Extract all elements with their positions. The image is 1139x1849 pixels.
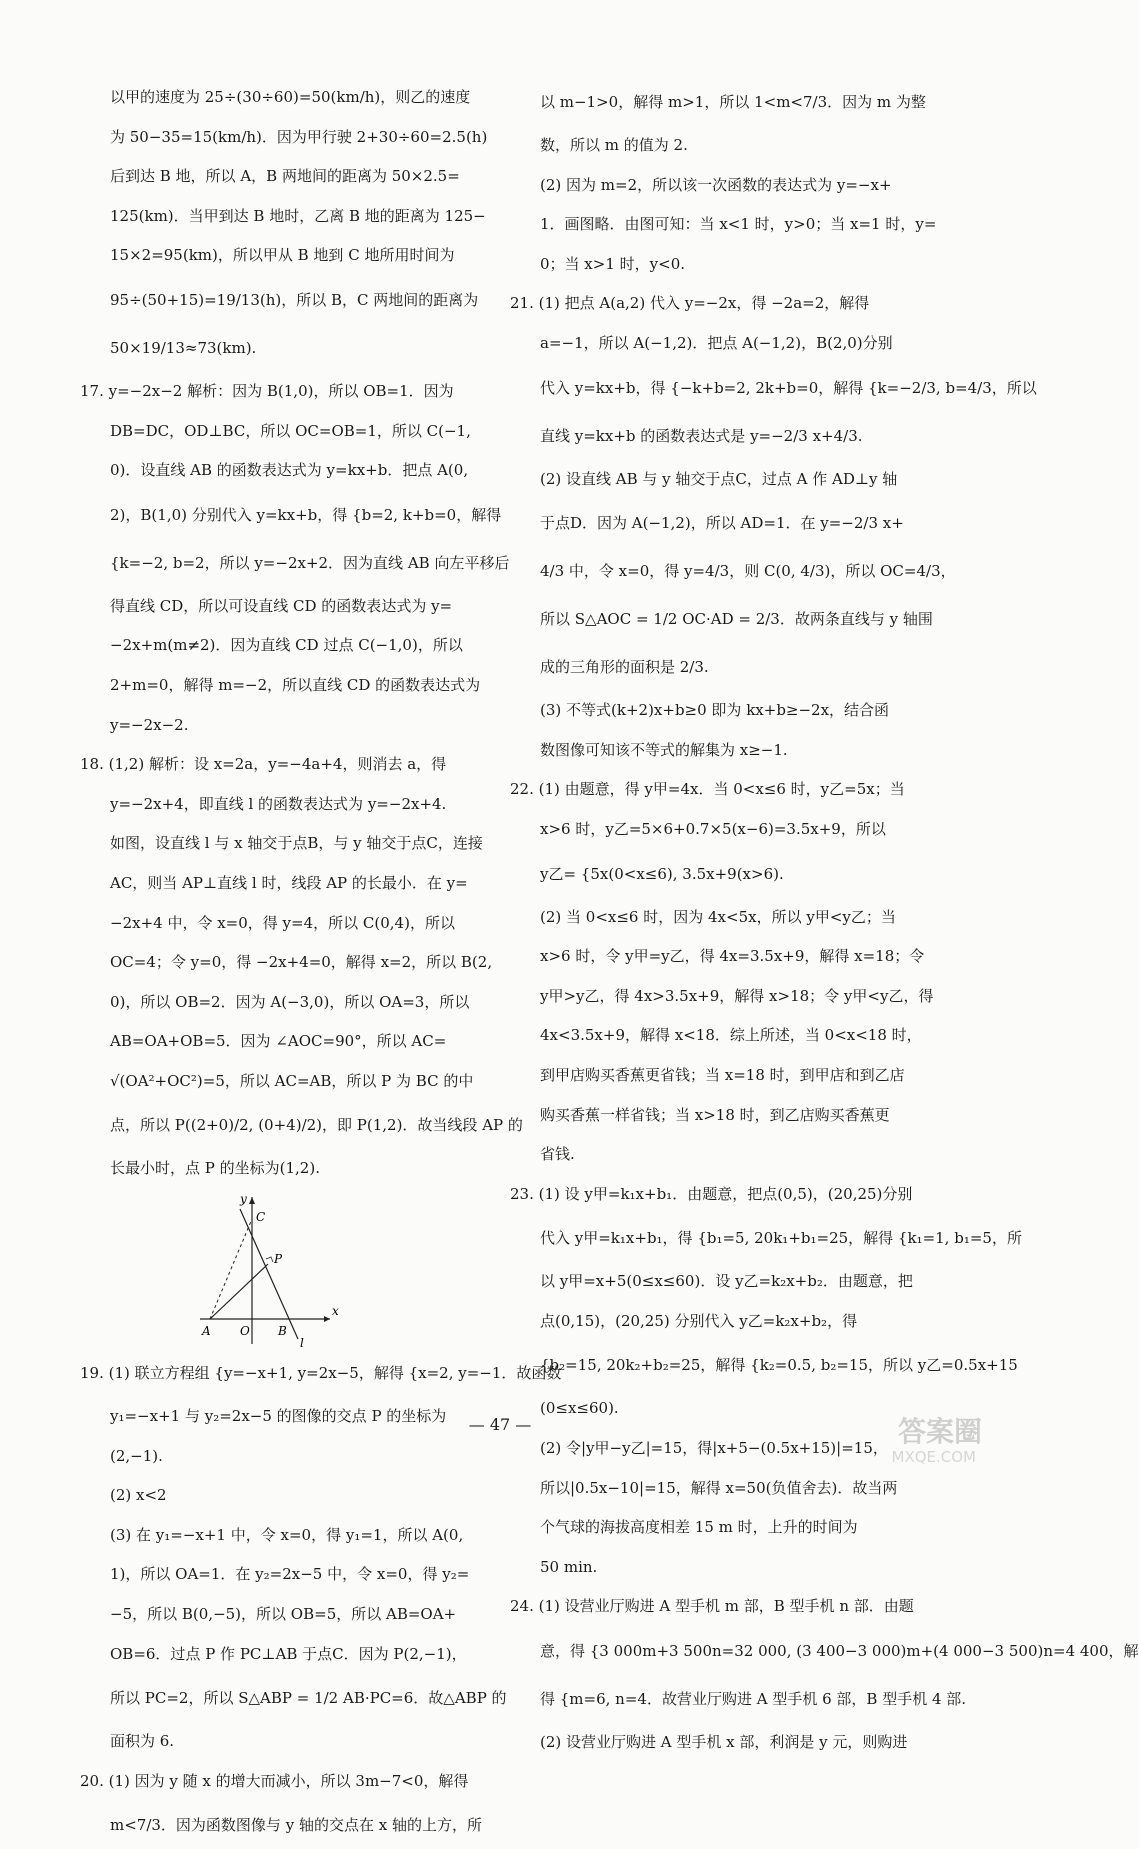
text-line: a=−1，所以 A(−1,2)．把点 A(−1,2)，B(2,0)分别 xyxy=(540,333,893,352)
text-line: 所以 PC=2，所以 S△ABP = 1/2 AB·PC=6．故△ABP 的 xyxy=(110,1689,507,1708)
text-line: 所以|0.5x−10|=15，解得 x=50(负值舍去)．故当两 xyxy=(540,1478,898,1497)
text-line: 点(0,15)，(20,25) 分别代入 y乙=k₂x+b₂，得 xyxy=(540,1311,858,1330)
label-A: A xyxy=(202,1324,211,1339)
text-line: x>6 时，令 y甲=y乙，得 4x=3.5x+9，解得 x=18；令 xyxy=(540,947,925,966)
text-line: −5，所以 B(0,−5)，所以 OB=5，所以 AB=OA+ xyxy=(110,1605,457,1624)
text-line: (0≤x≤60). xyxy=(540,1399,619,1418)
label-C: C xyxy=(256,1210,266,1225)
text-line: 4/3 中，令 x=0，得 y=4/3，则 C(0, 4/3)，所以 OC=4/3， xyxy=(540,562,956,581)
text-line: 于点D．因为 A(−1,2)，所以 AD=1．在 y=−2/3 x+ xyxy=(540,514,904,533)
text-line: 后到达 B 地，所以 A，B 两地间的距离为 50×2.5= xyxy=(110,167,460,186)
text-line: 18. (1,2) 解析：设 x=2a，y=−4a+4，则消去 a，得 xyxy=(80,755,447,774)
text-line: 所以 S△AOC = 1/2 OC·AD = 2/3．故两条直线与 y 轴围 xyxy=(540,610,933,629)
text-line: 到甲店购买香蕉更省钱；当 x=18 时，到甲店和到乙店 xyxy=(540,1065,905,1084)
label-l: l xyxy=(300,1336,304,1351)
text-line: 21. (1) 把点 A(a,2) 代入 y=−2x，得 −2a=2，解得 xyxy=(510,294,870,313)
text-line: 0)，所以 OB=2．因为 A(−3,0)，所以 OA=3，所以 xyxy=(110,992,470,1011)
left-text-block xyxy=(80,78,523,1189)
label-y: y xyxy=(240,1192,247,1207)
text-line: 95÷(50+15)=19/13(h)，所以 B，C 两地间的距离为 xyxy=(110,290,479,309)
text-line: 50×19/13≈73(km). xyxy=(110,338,257,357)
text-line: 17. y=−2x−2 解析：因为 B(1,0)，所以 OB=1．因为 xyxy=(80,381,454,400)
text-line: 以 y甲=x+5(0≤x≤60)．设 y乙=k₂x+b₂．由题意，把 xyxy=(540,1272,913,1291)
text-line: 23. (1) 设 y甲=k₁x+b₁．由题意，把点(0,5)，(20,25)分别 xyxy=(510,1184,913,1203)
text-line: 2)，B(1,0) 分别代入 y=kx+b，得 {b=2, k+b=0，解得 xyxy=(110,505,502,524)
text-line: (3) 在 y₁=−x+1 中，令 x=0，得 y₁=1，所以 A(0, xyxy=(110,1525,464,1544)
text-line: 点，所以 P((2+0)/2, (0+4)/2)，即 P(1,2)．故当线段 AP 的 xyxy=(110,1116,523,1135)
text-line: (3) 不等式(k+2)x+b≥0 即为 kx+b≥−2x，结合函 xyxy=(540,701,890,720)
watermark-site: MXQE.COM xyxy=(891,1448,976,1466)
text-line: 0；当 x>1 时，y<0. xyxy=(540,254,686,273)
text-line: y=−2x+4，即直线 l 的函数表达式为 y=−2x+4. xyxy=(110,794,447,813)
text-line: 24. (1) 设营业厅购进 A 型手机 m 部，B 型手机 n 部．由题 xyxy=(510,1597,914,1616)
label-x: x xyxy=(332,1304,339,1319)
text-line: 20. (1) 因为 y 随 x 的增大而减小，所以 3m−7<0，解得 xyxy=(80,1771,469,1790)
text-line: √(OA²+OC²)=5，所以 AC=AB，所以 P 为 BC 的中 xyxy=(110,1071,474,1090)
text-line: 以 m−1>0，解得 m>1，所以 1<m<7/3．因为 m 为整 xyxy=(540,93,926,111)
text-line: 数，所以 m 的值为 2. xyxy=(540,136,688,154)
text-line: (2,−1). xyxy=(110,1446,163,1465)
text-line: 得 {m=6, n=4．故营业厅购进 A 型手机 6 部，B 型手机 4 部. xyxy=(540,1690,967,1709)
text-line: OC=4；令 y=0，得 −2x+4=0，解得 x=2，所以 B(2, xyxy=(110,953,493,972)
text-line: 22. (1) 由题意，得 y甲=4x．当 0<x≤6 时，y乙=5x；当 xyxy=(510,780,905,799)
text-line: AC，则当 AP⊥直线 l 时，线段 AP 的长最小．在 y= xyxy=(110,873,468,892)
text-line: −2x+4 中，令 x=0，得 y=4，所以 C(0,4)，所以 xyxy=(110,913,455,932)
text-line: 数图像可知该不等式的解集为 x≥−1. xyxy=(540,740,788,759)
text-line: {b₂=15, 20k₂+b₂=25，解得 {k₂=0.5, b₂=15，所以 y乙=0.5x+15 xyxy=(540,1356,1018,1375)
text-line: 面积为 6. xyxy=(110,1732,175,1751)
text-line: 个气球的海拔高度相差 15 m 时，上升的时间为 xyxy=(540,1518,858,1537)
text-line: 1．画图略．由图可知：当 x<1 时，y>0；当 x=1 时，y= xyxy=(540,215,937,234)
text-line: (2) 因为 m=2，所以该一次函数的表达式为 y=−x+ xyxy=(540,175,892,194)
text-line: 直线 y=kx+b 的函数表达式是 y=−2/3 x+4/3. xyxy=(540,426,863,445)
text-line: 代入 y甲=k₁x+b₁，得 {b₁=5, 20k₁+b₁=25，解得 {k₁=1, b₁=5，所 xyxy=(540,1229,1022,1248)
page-number: — 47 — xyxy=(468,1415,532,1434)
text-line: OB=6．过点 P 作 PC⊥AB 于点C．因为 P(2,−1)， xyxy=(110,1644,467,1663)
text-line: {k=−2, b=2，所以 y=−2x+2．因为直线 AB 向左平移后 xyxy=(110,553,510,572)
text-line: 19. (1) 联立方程组 {y=−x+1, y=2x−5，解得 {x=2, y=−1．故函数 xyxy=(80,1364,562,1383)
text-line: y甲>y乙，得 4x>3.5x+9，解得 x>18；令 y甲<y乙，得 xyxy=(540,986,934,1005)
text-line: x>6 时，y乙=5×6+0.7×5(x−6)=3.5x+9，所以 xyxy=(540,819,886,838)
text-line: AB=OA+OB=5．因为 ∠AOC=90°，所以 AC= xyxy=(110,1032,447,1051)
text-line: 50 min. xyxy=(540,1557,598,1576)
watermark-logo: 答案圈 xyxy=(897,1415,982,1448)
text-line: 成的三角形的面积是 2/3. xyxy=(540,658,709,677)
figure-svg xyxy=(200,1189,340,1349)
text-line: 1)，所以 OA=1．在 y₂=2x−5 中，令 x=0，得 y₂= xyxy=(110,1565,470,1584)
text-line: 15×2=95(km)，所以甲从 B 地到 C 地所用时间为 xyxy=(110,246,455,265)
text-line: (2) 令|y甲−y乙|=15，得|x+5−(0.5x+15)|=15， xyxy=(540,1439,888,1458)
text-line: 0)．设直线 AB 的函数表达式为 y=kx+b．把点 A(0, xyxy=(110,461,469,480)
text-line: −2x+m(m≠2)．因为直线 CD 过点 C(−1,0)，所以 xyxy=(110,636,463,655)
text-line: (2) 设直线 AB 与 y 轴交于点C，过点 A 作 AD⊥y 轴 xyxy=(540,469,898,488)
text-line: DB=DC，OD⊥BC，所以 OC=OB=1，所以 C(−1, xyxy=(110,421,471,440)
text-line: 125(km)．当甲到达 B 地时，乙离 B 地的距离为 125− xyxy=(110,206,486,225)
text-line: 以甲的速度为 25÷(30÷60)=50(km/h)，则乙的速度 xyxy=(110,88,471,106)
label-B: B xyxy=(278,1324,287,1339)
text-line: 为 50−35=15(km/h)．因为甲行驶 2+30÷60=2.5(h) xyxy=(110,127,488,146)
label-O: O xyxy=(240,1324,250,1339)
text-line: (2) 设营业厅购进 A 型手机 x 部，利润是 y 元，则购进 xyxy=(540,1733,908,1752)
text-line: 代入 y=kx+b，得 {−k+b=2, 2k+b=0，解得 {k=−2/3, b=4/3，所以 xyxy=(540,378,1037,397)
text-line: 如图，设直线 l 与 x 轴交于点B，与 y 轴交于点C，连接 xyxy=(110,834,483,853)
text-line: 长最小时，点 P 的坐标为(1,2). xyxy=(110,1159,320,1178)
text-line: 意，得 {3 000m+3 500n=32 000, (3 400−3 000)m+(4 000−3 500)n=4 400，解 xyxy=(540,1642,1139,1661)
text-line: 购买香蕉一样省钱；当 x>18 时，到乙店购买香蕉更 xyxy=(540,1105,890,1124)
text-line: 省钱. xyxy=(540,1145,575,1164)
text-line: (2) 当 0<x≤6 时，因为 4x<5x，所以 y甲<y乙；当 xyxy=(540,907,896,926)
coordinate-figure xyxy=(80,1189,510,1349)
text-line: (2) x<2 xyxy=(110,1486,167,1505)
label-P: P xyxy=(274,1252,283,1267)
text-line: 4x<3.5x+9，解得 x<18．综上所述，当 0<x<18 时， xyxy=(540,1026,922,1045)
text-line: y=−2x−2. xyxy=(110,715,189,734)
text-line: y乙= {5x(0<x≤6), 3.5x+9(x>6). xyxy=(540,864,784,883)
text-line: y₁=−x+1 与 y₂=2x−5 的图像的交点 P 的坐标为 xyxy=(110,1407,447,1426)
text-line: 2+m=0，解得 m=−2，所以直线 CD 的函数表达式为 xyxy=(110,675,481,694)
text-line: 得直线 CD，所以可设直线 CD 的函数表达式为 y= xyxy=(110,596,453,615)
text-line: m<7/3．因为函数图像与 y 轴的交点在 x 轴的上方，所 xyxy=(110,1816,482,1835)
